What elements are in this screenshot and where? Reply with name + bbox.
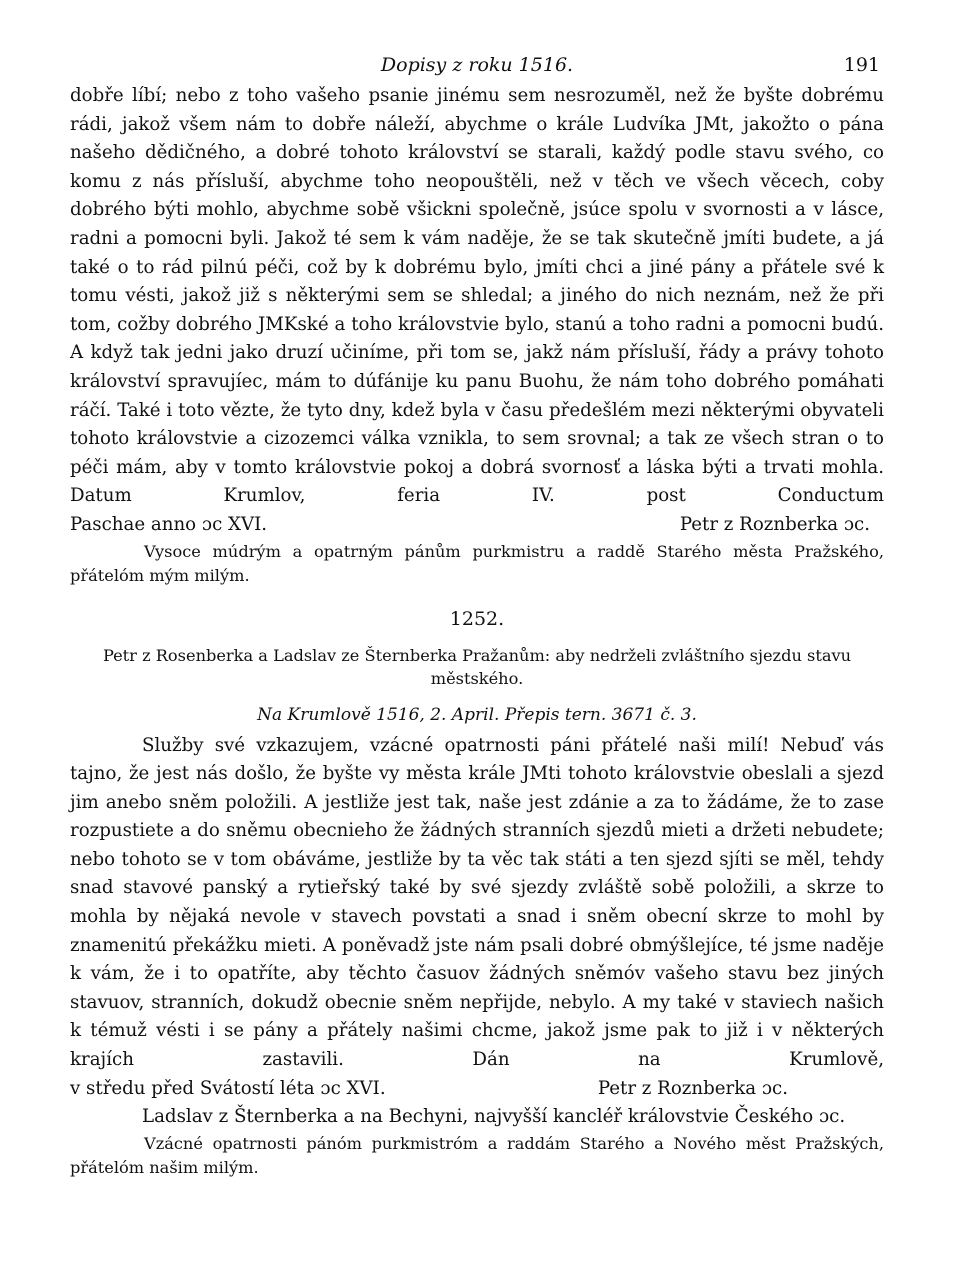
document-number: 1252. <box>449 607 505 630</box>
document-source: Na Krumlově 1516, 2. April. Přepis tern. 3671 č. 3. <box>257 704 697 725</box>
letter-1-signature: Petr z Roznberka ɔc. <box>679 513 870 535</box>
letter-2-address: Vzácné opatrnosti pánóm purkmistróm a raddám Starého a Nového měst Pražských, přátelóm našim milým. <box>70 1133 884 1177</box>
page-number: 191 <box>843 54 880 76</box>
letter-1-closing: Paschae anno ɔc XVI. <box>70 513 268 535</box>
letter-2-second-signature: Ladslav z Šternberka a na Bechyni, najvyšší kancléř královstvie Českého ɔc. <box>142 1106 846 1128</box>
letter-1-address: Vysoce múdrým a opatrným pánům purkmistru a raddě Starého města Pražského, přátelóm mým milým. <box>70 541 884 585</box>
book-page <box>70 50 884 1180</box>
running-head <box>70 50 884 82</box>
running-title: Dopisy z roku 1516. <box>380 54 574 76</box>
document-regest: Petr z Rosenberka a Ladslav ze Šternberka Pražanům: aby nedrželi zvláštního sjezdu stavu městského. <box>102 645 852 688</box>
letter-1-body: dobře líbí; nebo z toho vašeho psanie jinému sem nesrozuměl, než že byšte dobrému rádi, jakož všem nám to dobře náleží, abychme o krále Ludvíka JMt, jakožto o pána našeho dědičného, a dobré tohoto království se starali, každý podle stavu svého, co komu z nás přísluší, abychme toho neopouštěli, než v těch ve všech věcech, coby dobrého býti mohlo, abychme sobě všickni společně, jsúce spolu v svornosti a v lásce, radni a pomocni byli. Jakož té sem k vám naděje, že se tak skutečně jmíti budete, a já také o to rád pilnú péči, což by k dobrému bylo, jmíti chci a jiné pány a přátele své k tomu vésti, jakož již s některými sem se shledal; a jiného do nich neznám, než že při tom, cožby dobrého JMKské a toho královstvie bylo, stanú a toho radni a pomocni budú. A když tak jedni jako druzí učiníme, při tom se, jakž nám přísluší, řády a právy tohoto království spravujíec, mám to dúfánije ku panu Buohu, že nám toho dobrého pomáhati ráčí. Také i toto vězte, že tyto dny, kdež byla v času předešlém mezi některými obyvateli tohoto královstvie a cizozemci válka vznikla, to sem srovnal; a tak ze všech stran o to péči mám, aby v tomto královstvie pokoj a dobrá svornosť a láska býti a trvati mohla. Datum Krumlov, feria IV. post Conductum <box>70 85 884 507</box>
letter-2-closing-line <box>70 1075 884 1104</box>
letter-2-signature: Petr z Roznberka ɔc. <box>597 1077 788 1099</box>
letter-1-closing-line <box>70 511 884 540</box>
letter-2-closing: v středu před Svátostí léta ɔc XVI. <box>70 1077 386 1099</box>
letter-2-body: Služby své vzkazujem, vzácné opatrnosti páni přátelé naši milí! Nebuď vás tajno, že jest nás došlo, že byšte vy města krále JMti tohoto královstvie obeslali a sjezd jim anebo sněm položili. A jestliže jest tak, naše jest zdánie a za to žádáme, že to zase rozpustiete a do sněmu obecnieho že žádných stranních sjezdů mieti a držeti nebudete; nebo tohoto se v tom obáváme, jestliže by ta věc tak státi a ten sjezd sjíti se měl, tehdy snad stavové panský a rytieřský také by své sjezdy zvláště sobě položili, a skrze to mohla by nějaká nevole v stavech povstati a snad i sněm obecní skrze to mohl by znamenitú překážku mieti. A poněvadž jste nám psali dobré obmýšlejíce, té jsme naděje k vám, že i to opatříte, aby těchto časuov žádných sněmóv vašeho stavu bez jiných stavuov, stranních, dokudž obecnie sněm nepřijde, nebylo. A my také v staviech našich k témuž vésti i se pány a přátely našimi chcme, jakož jsme pak to již i v některých krajích zastavili. Dán na Krumlově, <box>70 734 884 1071</box>
